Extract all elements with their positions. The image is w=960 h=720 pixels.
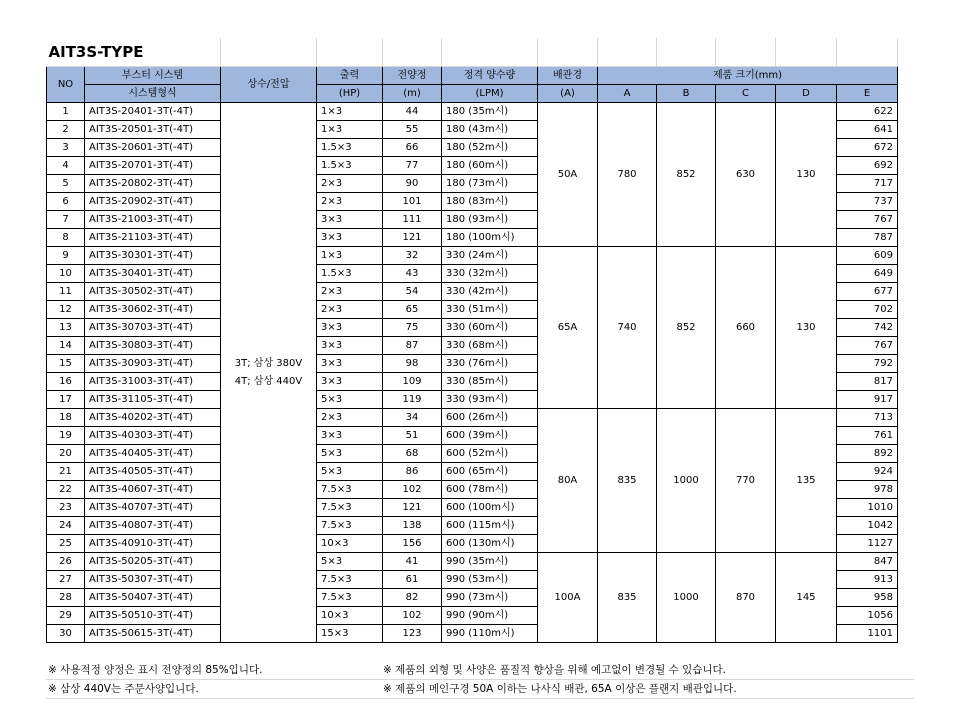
total-head: 121 <box>383 499 442 517</box>
dim-b: 1000 <box>657 553 716 643</box>
dim-b: 852 <box>657 247 716 409</box>
total-head: 68 <box>383 445 442 463</box>
rated-flow: 180 (93m시) <box>442 211 538 229</box>
output-hp: 1×3 <box>317 247 383 265</box>
header-dim-b: B <box>657 85 716 103</box>
dim-b: 1000 <box>657 409 716 553</box>
output-hp: 5×3 <box>317 553 383 571</box>
footnotes <box>46 661 914 699</box>
output-hp: 3×3 <box>317 319 383 337</box>
header-booster-system: 부스터 시스템 <box>85 67 221 85</box>
total-head: 66 <box>383 139 442 157</box>
pipe-size: 50A <box>538 103 598 247</box>
output-hp: 1.5×3 <box>317 265 383 283</box>
total-head: 43 <box>383 265 442 283</box>
phase-voltage-value: 4T; 삼상 440V <box>234 375 303 387</box>
header-system-model: 시스템형식 <box>85 85 221 103</box>
dim-e: 692 <box>837 157 898 175</box>
dim-e: 817 <box>837 373 898 391</box>
system-model: AIT3S-50407-3T(-4T) <box>85 589 221 607</box>
spec-sheet <box>46 38 898 643</box>
output-hp: 1.5×3 <box>317 139 383 157</box>
footnote-usage-head: ※ 사용적정 양정은 표시 전양정의 85%입니다. <box>48 664 263 676</box>
table-row <box>47 553 898 571</box>
total-head: 123 <box>383 625 442 643</box>
header-dim-d: D <box>776 85 837 103</box>
system-model: AIT3S-20601-3T(-4T) <box>85 139 221 157</box>
system-model: AIT3S-40807-3T(-4T) <box>85 517 221 535</box>
row-no: 23 <box>47 499 85 517</box>
rated-flow: 330 (60m시) <box>442 319 538 337</box>
pipe-size: 100A <box>538 553 598 643</box>
row-no: 22 <box>47 481 85 499</box>
header-no: NO <box>47 67 85 103</box>
table-row <box>47 103 898 121</box>
row-no: 11 <box>47 283 85 301</box>
header-phase-voltage: 상수/전압 <box>221 67 317 103</box>
rated-flow: 330 (93m시) <box>442 391 538 409</box>
system-model: AIT3S-40202-3T(-4T) <box>85 409 221 427</box>
row-no: 6 <box>47 193 85 211</box>
rated-flow: 180 (83m시) <box>442 193 538 211</box>
system-model: AIT3S-30903-3T(-4T) <box>85 355 221 373</box>
dim-c: 630 <box>716 103 776 247</box>
table-row <box>47 409 898 427</box>
row-no: 12 <box>47 301 85 319</box>
system-model: AIT3S-40303-3T(-4T) <box>85 427 221 445</box>
dim-e: 847 <box>837 553 898 571</box>
dim-e: 702 <box>837 301 898 319</box>
rated-flow: 180 (73m시) <box>442 175 538 193</box>
row-no: 29 <box>47 607 85 625</box>
row-no: 17 <box>47 391 85 409</box>
dim-d: 135 <box>776 409 837 553</box>
rated-flow: 330 (24m시) <box>442 247 538 265</box>
output-hp: 7.5×3 <box>317 499 383 517</box>
row-no: 19 <box>47 427 85 445</box>
header-head-unit: (m) <box>383 85 442 103</box>
row-no: 3 <box>47 139 85 157</box>
row-no: 28 <box>47 589 85 607</box>
system-model: AIT3S-21103-3T(-4T) <box>85 229 221 247</box>
system-model: AIT3S-20701-3T(-4T) <box>85 157 221 175</box>
dim-e: 609 <box>837 247 898 265</box>
system-model: AIT3S-40505-3T(-4T) <box>85 463 221 481</box>
header-rated-flow-unit: (LPM) <box>442 85 538 103</box>
rated-flow: 600 (78m시) <box>442 481 538 499</box>
output-hp: 1.5×3 <box>317 157 383 175</box>
system-model: AIT3S-20401-3T(-4T) <box>85 103 221 121</box>
total-head: 41 <box>383 553 442 571</box>
system-model: AIT3S-40405-3T(-4T) <box>85 445 221 463</box>
rated-flow: 330 (68m시) <box>442 337 538 355</box>
row-no: 15 <box>47 355 85 373</box>
output-hp: 3×3 <box>317 337 383 355</box>
output-hp: 5×3 <box>317 445 383 463</box>
dim-e: 1101 <box>837 625 898 643</box>
system-model: AIT3S-50510-3T(-4T) <box>85 607 221 625</box>
row-no: 18 <box>47 409 85 427</box>
row-no: 24 <box>47 517 85 535</box>
total-head: 34 <box>383 409 442 427</box>
dim-e: 672 <box>837 139 898 157</box>
footnote-row-2 <box>46 680 914 699</box>
footnote-440v-order: ※ 삼상 440V는 주문사양입니다. <box>48 683 199 695</box>
total-head: 98 <box>383 355 442 373</box>
output-hp: 10×3 <box>317 535 383 553</box>
dim-e: 1042 <box>837 517 898 535</box>
system-model: AIT3S-40707-3T(-4T) <box>85 499 221 517</box>
row-no: 14 <box>47 337 85 355</box>
rated-flow: 990 (90m시) <box>442 607 538 625</box>
pipe-size: 65A <box>538 247 598 409</box>
system-model: AIT3S-50205-3T(-4T) <box>85 553 221 571</box>
rated-flow: 330 (32m시) <box>442 265 538 283</box>
row-no: 20 <box>47 445 85 463</box>
total-head: 51 <box>383 427 442 445</box>
rated-flow: 180 (100m시) <box>442 229 538 247</box>
row-no: 2 <box>47 121 85 139</box>
dim-e: 1127 <box>837 535 898 553</box>
dim-e: 742 <box>837 319 898 337</box>
output-hp: 1×3 <box>317 121 383 139</box>
spec-table <box>46 38 898 643</box>
row-no: 10 <box>47 265 85 283</box>
dim-e: 978 <box>837 481 898 499</box>
dim-e: 767 <box>837 337 898 355</box>
system-model: AIT3S-30401-3T(-4T) <box>85 265 221 283</box>
system-model: AIT3S-40607-3T(-4T) <box>85 481 221 499</box>
system-model: AIT3S-30301-3T(-4T) <box>85 247 221 265</box>
dim-e: 1056 <box>837 607 898 625</box>
system-model: AIT3S-30502-3T(-4T) <box>85 283 221 301</box>
row-no: 16 <box>47 373 85 391</box>
output-hp: 3×3 <box>317 355 383 373</box>
title-row <box>47 38 898 67</box>
header-head: 전양정 <box>383 67 442 85</box>
rated-flow: 990 (73m시) <box>442 589 538 607</box>
total-head: 32 <box>383 247 442 265</box>
system-model: AIT3S-31105-3T(-4T) <box>85 391 221 409</box>
output-hp: 2×3 <box>317 409 383 427</box>
total-head: 65 <box>383 301 442 319</box>
dim-e: 622 <box>837 103 898 121</box>
total-head: 111 <box>383 211 442 229</box>
system-model: AIT3S-20501-3T(-4T) <box>85 121 221 139</box>
header-rated-flow: 정격 양수량 <box>442 67 538 85</box>
rated-flow: 330 (51m시) <box>442 301 538 319</box>
system-model: AIT3S-31003-3T(-4T) <box>85 373 221 391</box>
total-head: 77 <box>383 157 442 175</box>
rated-flow: 180 (52m시) <box>442 139 538 157</box>
row-no: 1 <box>47 103 85 121</box>
row-no: 25 <box>47 535 85 553</box>
rated-flow: 990 (110m시) <box>442 625 538 643</box>
total-head: 44 <box>383 103 442 121</box>
rated-flow: 600 (100m시) <box>442 499 538 517</box>
output-hp: 3×3 <box>317 427 383 445</box>
rated-flow: 600 (26m시) <box>442 409 538 427</box>
system-model: AIT3S-50615-3T(-4T) <box>85 625 221 643</box>
dim-e: 677 <box>837 283 898 301</box>
system-model: AIT3S-21003-3T(-4T) <box>85 211 221 229</box>
output-hp: 7.5×3 <box>317 517 383 535</box>
header-dim-a: A <box>598 85 657 103</box>
output-hp: 15×3 <box>317 625 383 643</box>
total-head: 75 <box>383 319 442 337</box>
row-no: 21 <box>47 463 85 481</box>
system-model: AIT3S-20802-3T(-4T) <box>85 175 221 193</box>
row-no: 9 <box>47 247 85 265</box>
rated-flow: 600 (130m시) <box>442 535 538 553</box>
output-hp: 2×3 <box>317 175 383 193</box>
dim-e: 713 <box>837 409 898 427</box>
output-hp: 3×3 <box>317 211 383 229</box>
dim-e: 892 <box>837 445 898 463</box>
output-hp: 7.5×3 <box>317 481 383 499</box>
dim-a: 740 <box>598 247 657 409</box>
dim-d: 130 <box>776 247 837 409</box>
table-row <box>47 247 898 265</box>
dim-a: 780 <box>598 103 657 247</box>
system-model: AIT3S-40910-3T(-4T) <box>85 535 221 553</box>
sheet-title: AIT3S-TYPE <box>47 38 221 67</box>
total-head: 101 <box>383 193 442 211</box>
output-hp: 1×3 <box>317 103 383 121</box>
total-head: 82 <box>383 589 442 607</box>
output-hp: 2×3 <box>317 283 383 301</box>
dim-e: 913 <box>837 571 898 589</box>
footnote-piping-type: ※ 제품의 메인구경 50A 이하는 나사식 배관, 65A 이상은 플랜지 배관입니다. <box>383 683 737 695</box>
row-no: 26 <box>47 553 85 571</box>
dim-e: 958 <box>837 589 898 607</box>
dim-e: 649 <box>837 265 898 283</box>
output-hp: 7.5×3 <box>317 571 383 589</box>
header-row-2 <box>47 85 898 103</box>
rated-flow: 330 (76m시) <box>442 355 538 373</box>
system-model: AIT3S-30803-3T(-4T) <box>85 337 221 355</box>
output-hp: 10×3 <box>317 607 383 625</box>
total-head: 102 <box>383 481 442 499</box>
rated-flow: 180 (60m시) <box>442 157 538 175</box>
total-head: 102 <box>383 607 442 625</box>
rated-flow: 330 (42m시) <box>442 283 538 301</box>
total-head: 54 <box>383 283 442 301</box>
rated-flow: 600 (65m시) <box>442 463 538 481</box>
total-head: 61 <box>383 571 442 589</box>
dim-e: 761 <box>837 427 898 445</box>
dim-d: 130 <box>776 103 837 247</box>
dim-b: 852 <box>657 103 716 247</box>
total-head: 119 <box>383 391 442 409</box>
row-no: 4 <box>47 157 85 175</box>
total-head: 87 <box>383 337 442 355</box>
header-output: 출력 <box>317 67 383 85</box>
dim-e: 717 <box>837 175 898 193</box>
dim-e: 767 <box>837 211 898 229</box>
dim-c: 770 <box>716 409 776 553</box>
rated-flow: 990 (35m시) <box>442 553 538 571</box>
system-model: AIT3S-30602-3T(-4T) <box>85 301 221 319</box>
output-hp: 2×3 <box>317 301 383 319</box>
header-pipe: 배관경 <box>538 67 598 85</box>
dim-e: 787 <box>837 229 898 247</box>
dim-e: 641 <box>837 121 898 139</box>
row-no: 13 <box>47 319 85 337</box>
rated-flow: 180 (35m시) <box>442 103 538 121</box>
rated-flow: 330 (85m시) <box>442 373 538 391</box>
output-hp: 3×3 <box>317 229 383 247</box>
row-no: 27 <box>47 571 85 589</box>
system-model: AIT3S-50307-3T(-4T) <box>85 571 221 589</box>
rated-flow: 600 (39m시) <box>442 427 538 445</box>
system-model: AIT3S-30703-3T(-4T) <box>85 319 221 337</box>
header-row-1 <box>47 67 898 85</box>
output-hp: 3×3 <box>317 373 383 391</box>
output-hp: 5×3 <box>317 391 383 409</box>
header-output-unit: (HP) <box>317 85 383 103</box>
rated-flow: 600 (115m시) <box>442 517 538 535</box>
output-hp: 5×3 <box>317 463 383 481</box>
dim-a: 835 <box>598 553 657 643</box>
footnote-row-1 <box>46 661 914 680</box>
dim-a: 835 <box>598 409 657 553</box>
header-dim-c: C <box>716 85 776 103</box>
dim-e: 792 <box>837 355 898 373</box>
header-pipe-unit: (A) <box>538 85 598 103</box>
row-no: 30 <box>47 625 85 643</box>
header-product-size: 제품 크기(mm) <box>598 67 898 85</box>
rated-flow: 180 (43m시) <box>442 121 538 139</box>
dim-c: 660 <box>716 247 776 409</box>
dim-d: 145 <box>776 553 837 643</box>
row-no: 8 <box>47 229 85 247</box>
row-no: 5 <box>47 175 85 193</box>
total-head: 156 <box>383 535 442 553</box>
system-model: AIT3S-20902-3T(-4T) <box>85 193 221 211</box>
pipe-size: 80A <box>538 409 598 553</box>
dim-e: 737 <box>837 193 898 211</box>
total-head: 109 <box>383 373 442 391</box>
footnote-spec-change: ※ 제품의 외형 및 사양은 품질적 향상을 위해 예고없이 변경될 수 있습니다. <box>383 664 726 676</box>
total-head: 90 <box>383 175 442 193</box>
total-head: 138 <box>383 517 442 535</box>
total-head: 55 <box>383 121 442 139</box>
output-hp: 7.5×3 <box>317 589 383 607</box>
dim-e: 924 <box>837 463 898 481</box>
row-no: 7 <box>47 211 85 229</box>
total-head: 121 <box>383 229 442 247</box>
total-head: 86 <box>383 463 442 481</box>
dim-c: 870 <box>716 553 776 643</box>
phase-voltage-cell <box>221 103 317 643</box>
rated-flow: 990 (53m시) <box>442 571 538 589</box>
dim-e: 917 <box>837 391 898 409</box>
phase-voltage-value: 3T; 삼상 380V <box>234 357 303 369</box>
dim-e: 1010 <box>837 499 898 517</box>
header-dim-e: E <box>837 85 898 103</box>
output-hp: 2×3 <box>317 193 383 211</box>
rated-flow: 600 (52m시) <box>442 445 538 463</box>
